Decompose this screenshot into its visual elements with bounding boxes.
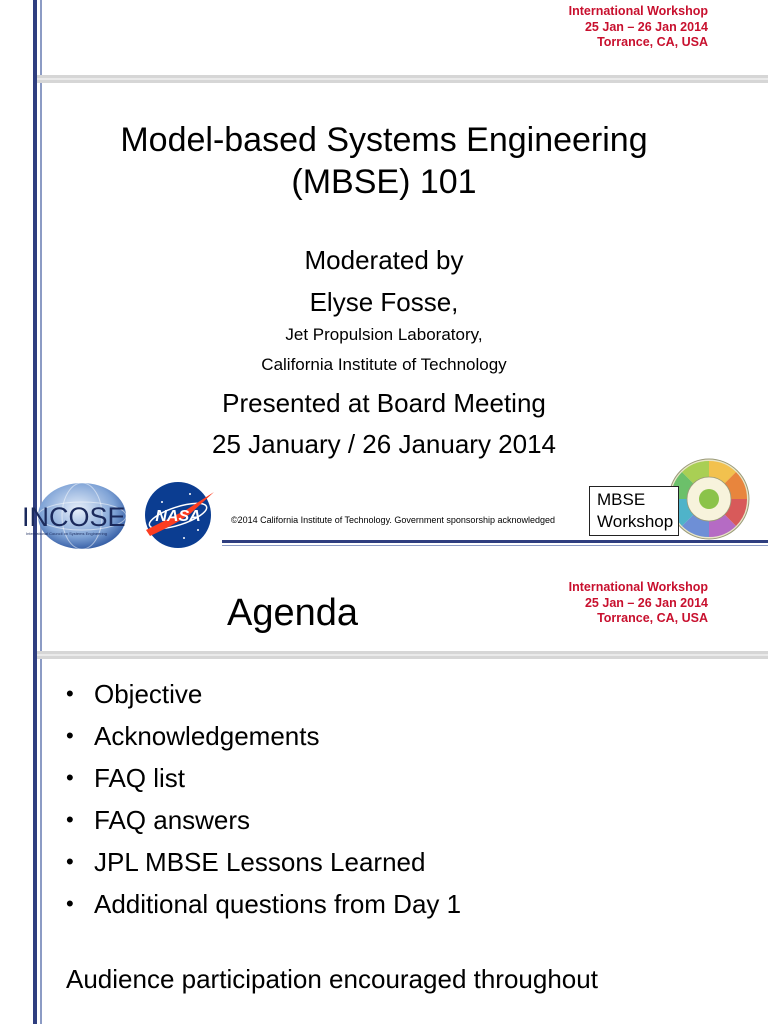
mbse-box-line2: Workshop <box>597 512 674 531</box>
nasa-logo <box>140 480 216 550</box>
header-divider <box>37 651 768 659</box>
mbse-box-line1: MBSE <box>597 490 646 509</box>
nasa-wordmark: NASA <box>155 508 201 525</box>
agenda-title: Agenda <box>227 592 359 634</box>
list-item: • FAQ answers <box>66 805 251 835</box>
left-accent-bar <box>33 576 37 1024</box>
workshop-location: Torrance, CA, USA <box>597 35 708 49</box>
list-item: • Objective <box>66 679 203 709</box>
presented-at: Presented at Board Meeting <box>222 388 546 418</box>
footer-divider-thin <box>222 545 768 546</box>
list-item: • Additional questions from Day 1 <box>66 889 462 919</box>
agenda-list <box>66 673 461 925</box>
slide-title-line2: (MBSE) 101 <box>291 163 477 201</box>
workshop-info <box>569 580 708 627</box>
list-item: • Acknowledgements <box>66 721 320 751</box>
incose-subtitle: International Council on Systems Engineering <box>26 531 107 536</box>
slide-title-line1: Model-based Systems Engineering <box>120 121 648 159</box>
footer-divider <box>222 540 768 543</box>
mbse-wheel-graphic <box>668 458 750 540</box>
workshop-name: International Workshop <box>568 580 708 594</box>
incose-wordmark: INCOSE <box>22 502 126 532</box>
workshop-name: International Workshop <box>568 4 708 18</box>
presentation-dates: 25 January / 26 January 2014 <box>211 429 557 459</box>
header-divider <box>37 75 768 83</box>
incose-logo <box>20 482 132 552</box>
moderated-by: Moderated by <box>304 245 464 275</box>
mbse-workshop-box <box>589 486 679 536</box>
list-item: • JPL MBSE Lessons Learned <box>66 847 426 877</box>
affiliation-lab: Jet Propulsion Laboratory, <box>285 325 483 344</box>
left-accent-line <box>40 576 42 1024</box>
workshop-dates: 25 Jan – 26 Jan 2014 <box>584 19 708 34</box>
affiliation-institute: California Institute of Technology <box>261 355 507 374</box>
workshop-info <box>569 4 708 51</box>
moderator-name: Elyse Fosse, <box>309 287 459 317</box>
agenda-slide <box>0 576 768 1024</box>
workshop-dates: 25 Jan – 26 Jan 2014 <box>584 595 708 610</box>
list-item: • FAQ list <box>66 763 186 793</box>
participation-note: Audience participation encouraged throughout <box>66 964 598 994</box>
copyright-notice: ©2014 California Institute of Technology. Government sponsorship acknowledged <box>231 515 555 525</box>
workshop-location: Torrance, CA, USA <box>597 611 708 625</box>
